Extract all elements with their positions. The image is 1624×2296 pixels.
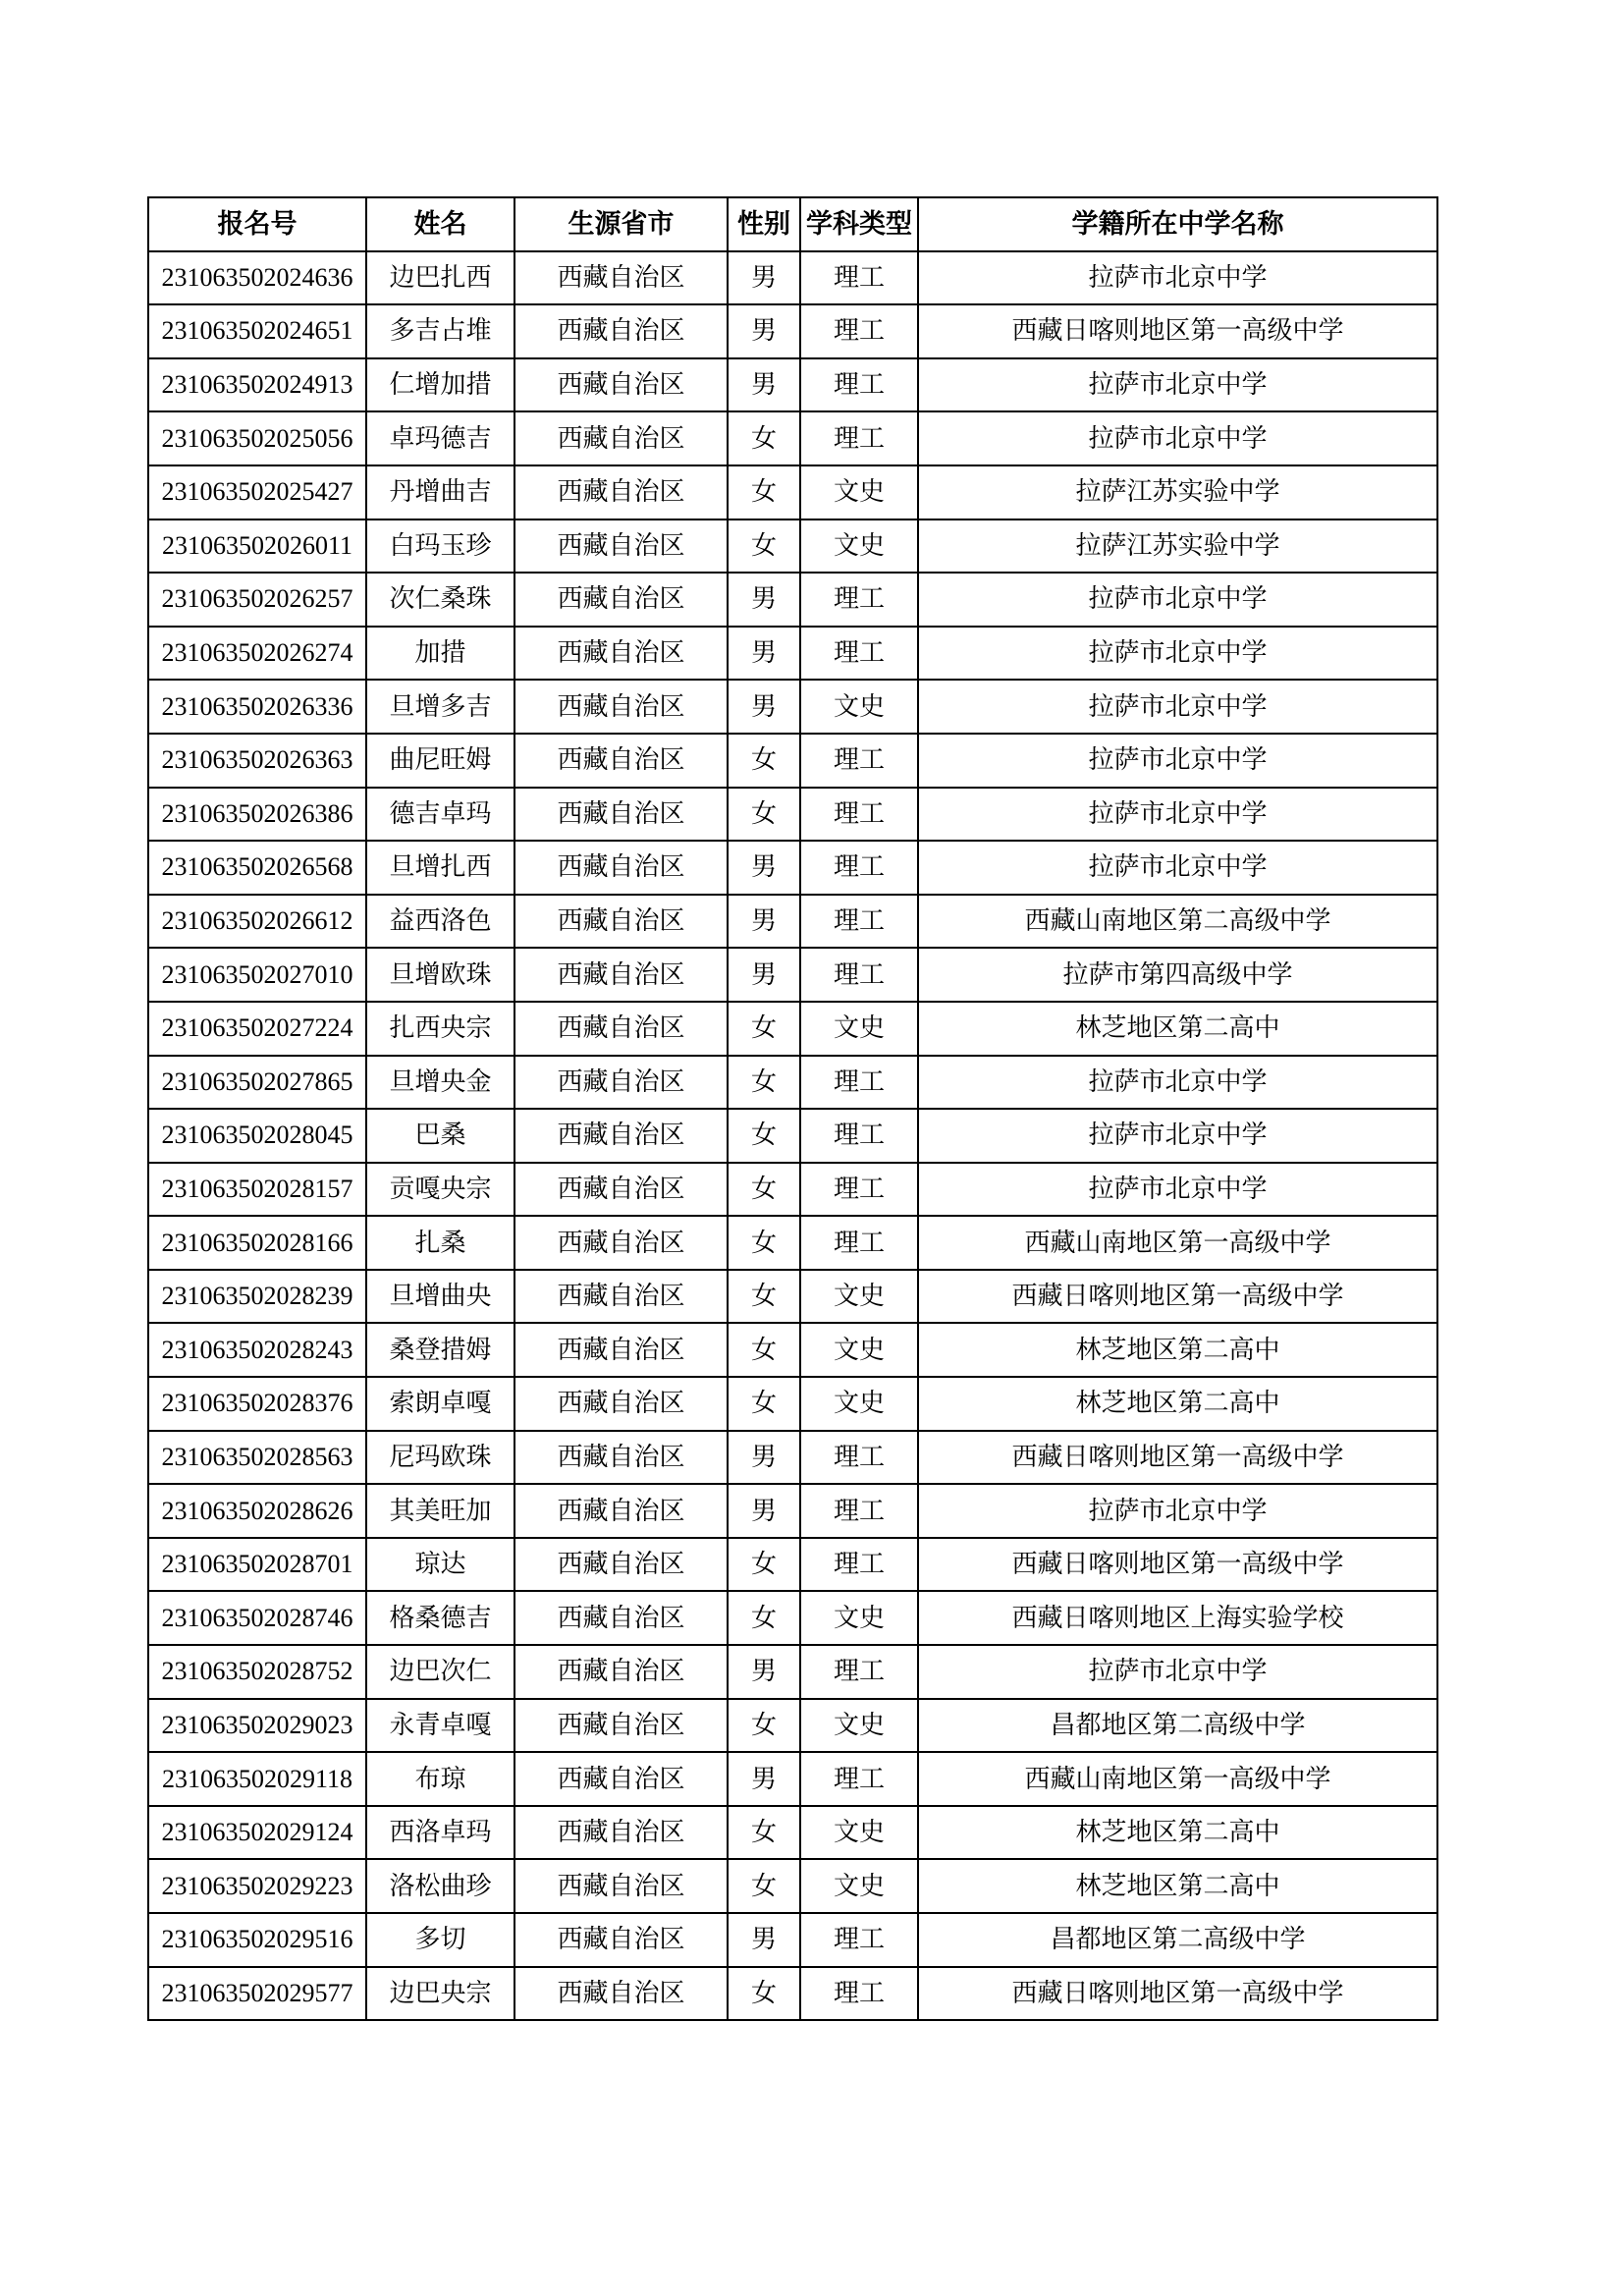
registration-number-cell: 231063502025427 bbox=[148, 465, 366, 519]
gender-cell: 女 bbox=[728, 1699, 800, 1753]
school-name-cell: 拉萨市北京中学 bbox=[918, 680, 1437, 734]
province-cell: 西藏自治区 bbox=[514, 573, 728, 627]
gender-cell: 男 bbox=[728, 251, 800, 305]
registration-number-cell: 231063502028239 bbox=[148, 1270, 366, 1324]
subject-type-cell: 理工 bbox=[800, 895, 918, 949]
gender-cell: 男 bbox=[728, 1913, 800, 1967]
registration-number-cell: 231063502026257 bbox=[148, 573, 366, 627]
registration-number-cell: 231063502028157 bbox=[148, 1163, 366, 1217]
table-row bbox=[148, 411, 1437, 465]
gender-cell: 男 bbox=[728, 1645, 800, 1699]
gender-cell: 男 bbox=[728, 895, 800, 949]
province-cell: 西藏自治区 bbox=[514, 1109, 728, 1163]
province-cell: 西藏自治区 bbox=[514, 1538, 728, 1592]
table-row bbox=[148, 1377, 1437, 1431]
school-name-cell: 拉萨市北京中学 bbox=[918, 411, 1437, 465]
table-row bbox=[148, 734, 1437, 788]
province-cell: 西藏自治区 bbox=[514, 465, 728, 519]
registration-number-cell: 231063502024913 bbox=[148, 358, 366, 412]
name-cell: 旦增扎西 bbox=[366, 841, 514, 895]
province-cell: 西藏自治区 bbox=[514, 1859, 728, 1913]
table-row bbox=[148, 251, 1437, 305]
table-row bbox=[148, 1913, 1437, 1967]
table-row bbox=[148, 1967, 1437, 2021]
registration-number-cell: 231063502028166 bbox=[148, 1216, 366, 1270]
province-cell: 西藏自治区 bbox=[514, 680, 728, 734]
subject-type-cell: 理工 bbox=[800, 1056, 918, 1110]
subject-type-cell: 文史 bbox=[800, 1859, 918, 1913]
school-name-cell: 拉萨市北京中学 bbox=[918, 734, 1437, 788]
table-row bbox=[148, 1323, 1437, 1377]
school-name-cell: 拉萨江苏实验中学 bbox=[918, 465, 1437, 519]
school-name-cell: 昌都地区第二高级中学 bbox=[918, 1699, 1437, 1753]
school-name-cell: 西藏山南地区第一高级中学 bbox=[918, 1216, 1437, 1270]
header-name: 姓名 bbox=[366, 197, 514, 251]
school-name-cell: 拉萨市北京中学 bbox=[918, 1056, 1437, 1110]
subject-type-cell: 理工 bbox=[800, 1109, 918, 1163]
province-cell: 西藏自治区 bbox=[514, 1699, 728, 1753]
gender-cell: 女 bbox=[728, 1109, 800, 1163]
school-name-cell: 林芝地区第二高中 bbox=[918, 1377, 1437, 1431]
name-cell: 边巴次仁 bbox=[366, 1645, 514, 1699]
gender-cell: 男 bbox=[728, 948, 800, 1002]
subject-type-cell: 文史 bbox=[800, 1699, 918, 1753]
province-cell: 西藏自治区 bbox=[514, 1645, 728, 1699]
header-subject-type: 学科类型 bbox=[800, 197, 918, 251]
province-cell: 西藏自治区 bbox=[514, 895, 728, 949]
table-row bbox=[148, 465, 1437, 519]
registration-number-cell: 231063502024651 bbox=[148, 304, 366, 358]
registration-number-cell: 231063502029516 bbox=[148, 1913, 366, 1967]
gender-cell: 女 bbox=[728, 1377, 800, 1431]
registration-number-cell: 231063502026011 bbox=[148, 519, 366, 574]
province-cell: 西藏自治区 bbox=[514, 1002, 728, 1056]
registration-number-cell: 231063502026363 bbox=[148, 734, 366, 788]
name-cell: 格桑德吉 bbox=[366, 1591, 514, 1645]
province-cell: 西藏自治区 bbox=[514, 1806, 728, 1860]
gender-cell: 女 bbox=[728, 1002, 800, 1056]
registration-number-cell: 231063502025056 bbox=[148, 411, 366, 465]
province-cell: 西藏自治区 bbox=[514, 519, 728, 574]
registration-number-cell: 231063502026386 bbox=[148, 788, 366, 842]
table-row bbox=[148, 1484, 1437, 1538]
province-cell: 西藏自治区 bbox=[514, 411, 728, 465]
gender-cell: 男 bbox=[728, 573, 800, 627]
school-name-cell: 西藏日喀则地区第一高级中学 bbox=[918, 1967, 1437, 2021]
name-cell: 旦增多吉 bbox=[366, 680, 514, 734]
school-name-cell: 拉萨市北京中学 bbox=[918, 1484, 1437, 1538]
header-province: 生源省市 bbox=[514, 197, 728, 251]
school-name-cell: 西藏日喀则地区第一高级中学 bbox=[918, 1431, 1437, 1485]
subject-type-cell: 理工 bbox=[800, 1484, 918, 1538]
registration-number-cell: 231063502029124 bbox=[148, 1806, 366, 1860]
province-cell: 西藏自治区 bbox=[514, 627, 728, 681]
header-registration-number: 报名号 bbox=[148, 197, 366, 251]
subject-type-cell: 理工 bbox=[800, 1913, 918, 1967]
subject-type-cell: 理工 bbox=[800, 734, 918, 788]
subject-type-cell: 文史 bbox=[800, 680, 918, 734]
gender-cell: 女 bbox=[728, 1270, 800, 1324]
subject-type-cell: 文史 bbox=[800, 465, 918, 519]
subject-type-cell: 理工 bbox=[800, 841, 918, 895]
table-row bbox=[148, 1591, 1437, 1645]
province-cell: 西藏自治区 bbox=[514, 1752, 728, 1806]
province-cell: 西藏自治区 bbox=[514, 841, 728, 895]
registration-number-cell: 231063502027010 bbox=[148, 948, 366, 1002]
table-row bbox=[148, 680, 1437, 734]
name-cell: 边巴扎西 bbox=[366, 251, 514, 305]
subject-type-cell: 理工 bbox=[800, 1431, 918, 1485]
table-row bbox=[148, 895, 1437, 949]
province-cell: 西藏自治区 bbox=[514, 1591, 728, 1645]
school-name-cell: 昌都地区第二高级中学 bbox=[918, 1913, 1437, 1967]
subject-type-cell: 理工 bbox=[800, 1645, 918, 1699]
name-cell: 西洛卓玛 bbox=[366, 1806, 514, 1860]
registration-number-cell: 231063502027865 bbox=[148, 1056, 366, 1110]
table-row bbox=[148, 1806, 1437, 1860]
province-cell: 西藏自治区 bbox=[514, 304, 728, 358]
gender-cell: 女 bbox=[728, 1806, 800, 1860]
table-row bbox=[148, 1216, 1437, 1270]
name-cell: 卓玛德吉 bbox=[366, 411, 514, 465]
subject-type-cell: 理工 bbox=[800, 358, 918, 412]
name-cell: 贡嘎央宗 bbox=[366, 1163, 514, 1217]
school-name-cell: 拉萨市北京中学 bbox=[918, 627, 1437, 681]
registration-number-cell: 231063502027224 bbox=[148, 1002, 366, 1056]
gender-cell: 女 bbox=[728, 1538, 800, 1592]
subject-type-cell: 理工 bbox=[800, 251, 918, 305]
gender-cell: 女 bbox=[728, 734, 800, 788]
province-cell: 西藏自治区 bbox=[514, 358, 728, 412]
registration-number-cell: 231063502024636 bbox=[148, 251, 366, 305]
school-name-cell: 拉萨市第四高级中学 bbox=[918, 948, 1437, 1002]
registration-number-cell: 231063502026336 bbox=[148, 680, 366, 734]
gender-cell: 女 bbox=[728, 1056, 800, 1110]
name-cell: 丹增曲吉 bbox=[366, 465, 514, 519]
province-cell: 西藏自治区 bbox=[514, 1431, 728, 1485]
name-cell: 曲尼旺姆 bbox=[366, 734, 514, 788]
province-cell: 西藏自治区 bbox=[514, 1967, 728, 2021]
header-school-name: 学籍所在中学名称 bbox=[918, 197, 1437, 251]
name-cell: 桑登措姆 bbox=[366, 1323, 514, 1377]
table-row bbox=[148, 1859, 1437, 1913]
name-cell: 旦增央金 bbox=[366, 1056, 514, 1110]
table-row bbox=[148, 519, 1437, 574]
subject-type-cell: 理工 bbox=[800, 304, 918, 358]
name-cell: 次仁桑珠 bbox=[366, 573, 514, 627]
name-cell: 白玛玉珍 bbox=[366, 519, 514, 574]
table-row bbox=[148, 1431, 1437, 1485]
name-cell: 其美旺加 bbox=[366, 1484, 514, 1538]
gender-cell: 女 bbox=[728, 788, 800, 842]
gender-cell: 女 bbox=[728, 1216, 800, 1270]
gender-cell: 女 bbox=[728, 1323, 800, 1377]
table-header-row bbox=[148, 197, 1437, 251]
province-cell: 西藏自治区 bbox=[514, 1484, 728, 1538]
school-name-cell: 林芝地区第二高中 bbox=[918, 1859, 1437, 1913]
table-row bbox=[148, 304, 1437, 358]
gender-cell: 女 bbox=[728, 465, 800, 519]
table-row bbox=[148, 948, 1437, 1002]
province-cell: 西藏自治区 bbox=[514, 1323, 728, 1377]
province-cell: 西藏自治区 bbox=[514, 788, 728, 842]
province-cell: 西藏自治区 bbox=[514, 1163, 728, 1217]
subject-type-cell: 理工 bbox=[800, 1967, 918, 2021]
registration-number-cell: 231063502028701 bbox=[148, 1538, 366, 1592]
school-name-cell: 拉萨江苏实验中学 bbox=[918, 519, 1437, 574]
table-row bbox=[148, 841, 1437, 895]
school-name-cell: 拉萨市北京中学 bbox=[918, 1163, 1437, 1217]
name-cell: 巴桑 bbox=[366, 1109, 514, 1163]
province-cell: 西藏自治区 bbox=[514, 1056, 728, 1110]
registration-number-cell: 231063502028752 bbox=[148, 1645, 366, 1699]
school-name-cell: 林芝地区第二高中 bbox=[918, 1002, 1437, 1056]
gender-cell: 女 bbox=[728, 1967, 800, 2021]
school-name-cell: 林芝地区第二高中 bbox=[918, 1323, 1437, 1377]
registration-number-cell: 231063502028243 bbox=[148, 1323, 366, 1377]
header-gender: 性别 bbox=[728, 197, 800, 251]
province-cell: 西藏自治区 bbox=[514, 948, 728, 1002]
registration-number-cell: 231063502028045 bbox=[148, 1109, 366, 1163]
table-row bbox=[148, 1002, 1437, 1056]
school-name-cell: 西藏日喀则地区第一高级中学 bbox=[918, 1538, 1437, 1592]
province-cell: 西藏自治区 bbox=[514, 1270, 728, 1324]
subject-type-cell: 理工 bbox=[800, 1163, 918, 1217]
registration-number-cell: 231063502028563 bbox=[148, 1431, 366, 1485]
registration-number-cell: 231063502028746 bbox=[148, 1591, 366, 1645]
registration-number-cell: 231063502026612 bbox=[148, 895, 366, 949]
registration-number-cell: 231063502029023 bbox=[148, 1699, 366, 1753]
school-name-cell: 林芝地区第二高中 bbox=[918, 1806, 1437, 1860]
name-cell: 益西洛色 bbox=[366, 895, 514, 949]
table-row bbox=[148, 358, 1437, 412]
table-row bbox=[148, 573, 1437, 627]
gender-cell: 男 bbox=[728, 304, 800, 358]
province-cell: 西藏自治区 bbox=[514, 1913, 728, 1967]
name-cell: 琼达 bbox=[366, 1538, 514, 1592]
province-cell: 西藏自治区 bbox=[514, 734, 728, 788]
subject-type-cell: 文史 bbox=[800, 1270, 918, 1324]
school-name-cell: 拉萨市北京中学 bbox=[918, 1109, 1437, 1163]
registration-number-cell: 231063502028626 bbox=[148, 1484, 366, 1538]
name-cell: 旦增欧珠 bbox=[366, 948, 514, 1002]
registration-number-cell: 231063502028376 bbox=[148, 1377, 366, 1431]
subject-type-cell: 理工 bbox=[800, 788, 918, 842]
gender-cell: 女 bbox=[728, 1163, 800, 1217]
school-name-cell: 拉萨市北京中学 bbox=[918, 573, 1437, 627]
subject-type-cell: 文史 bbox=[800, 1591, 918, 1645]
gender-cell: 男 bbox=[728, 680, 800, 734]
subject-type-cell: 文史 bbox=[800, 1806, 918, 1860]
subject-type-cell: 理工 bbox=[800, 573, 918, 627]
name-cell: 尼玛欧珠 bbox=[366, 1431, 514, 1485]
name-cell: 扎桑 bbox=[366, 1216, 514, 1270]
subject-type-cell: 理工 bbox=[800, 627, 918, 681]
registration-number-cell: 231063502026568 bbox=[148, 841, 366, 895]
table-row bbox=[148, 788, 1437, 842]
name-cell: 加措 bbox=[366, 627, 514, 681]
subject-type-cell: 理工 bbox=[800, 948, 918, 1002]
province-cell: 西藏自治区 bbox=[514, 251, 728, 305]
subject-type-cell: 文史 bbox=[800, 1002, 918, 1056]
gender-cell: 男 bbox=[728, 1484, 800, 1538]
school-name-cell: 拉萨市北京中学 bbox=[918, 1645, 1437, 1699]
subject-type-cell: 理工 bbox=[800, 1216, 918, 1270]
subject-type-cell: 理工 bbox=[800, 1538, 918, 1592]
school-name-cell: 西藏山南地区第二高级中学 bbox=[918, 895, 1437, 949]
registration-number-cell: 231063502029577 bbox=[148, 1967, 366, 2021]
subject-type-cell: 文史 bbox=[800, 519, 918, 574]
school-name-cell: 西藏日喀则地区第一高级中学 bbox=[918, 1270, 1437, 1324]
name-cell: 仁增加措 bbox=[366, 358, 514, 412]
name-cell: 多吉占堆 bbox=[366, 304, 514, 358]
school-name-cell: 拉萨市北京中学 bbox=[918, 788, 1437, 842]
gender-cell: 男 bbox=[728, 1431, 800, 1485]
table-row bbox=[148, 1752, 1437, 1806]
registration-number-cell: 231063502029223 bbox=[148, 1859, 366, 1913]
gender-cell: 女 bbox=[728, 1591, 800, 1645]
subject-type-cell: 文史 bbox=[800, 1323, 918, 1377]
name-cell: 德吉卓玛 bbox=[366, 788, 514, 842]
gender-cell: 男 bbox=[728, 627, 800, 681]
school-name-cell: 西藏日喀则地区第一高级中学 bbox=[918, 304, 1437, 358]
name-cell: 永青卓嘎 bbox=[366, 1699, 514, 1753]
gender-cell: 男 bbox=[728, 1752, 800, 1806]
table-row bbox=[148, 1163, 1437, 1217]
table-row bbox=[148, 1056, 1437, 1110]
gender-cell: 女 bbox=[728, 1859, 800, 1913]
table-body bbox=[148, 251, 1437, 2021]
province-cell: 西藏自治区 bbox=[514, 1216, 728, 1270]
name-cell: 布琼 bbox=[366, 1752, 514, 1806]
subject-type-cell: 理工 bbox=[800, 1752, 918, 1806]
table-row bbox=[148, 1538, 1437, 1592]
gender-cell: 女 bbox=[728, 519, 800, 574]
name-cell: 旦增曲央 bbox=[366, 1270, 514, 1324]
subject-type-cell: 文史 bbox=[800, 1377, 918, 1431]
table-row bbox=[148, 1645, 1437, 1699]
table-row bbox=[148, 1699, 1437, 1753]
student-table bbox=[147, 196, 1438, 2021]
name-cell: 扎西央宗 bbox=[366, 1002, 514, 1056]
table-row bbox=[148, 627, 1437, 681]
registration-number-cell: 231063502029118 bbox=[148, 1752, 366, 1806]
province-cell: 西藏自治区 bbox=[514, 1377, 728, 1431]
subject-type-cell: 理工 bbox=[800, 411, 918, 465]
school-name-cell: 拉萨市北京中学 bbox=[918, 841, 1437, 895]
school-name-cell: 拉萨市北京中学 bbox=[918, 251, 1437, 305]
name-cell: 边巴央宗 bbox=[366, 1967, 514, 2021]
gender-cell: 男 bbox=[728, 358, 800, 412]
table-row bbox=[148, 1270, 1437, 1324]
gender-cell: 男 bbox=[728, 841, 800, 895]
name-cell: 洛松曲珍 bbox=[366, 1859, 514, 1913]
gender-cell: 女 bbox=[728, 411, 800, 465]
school-name-cell: 拉萨市北京中学 bbox=[918, 358, 1437, 412]
registration-number-cell: 231063502026274 bbox=[148, 627, 366, 681]
name-cell: 索朗卓嘎 bbox=[366, 1377, 514, 1431]
name-cell: 多切 bbox=[366, 1913, 514, 1967]
school-name-cell: 西藏日喀则地区上海实验学校 bbox=[918, 1591, 1437, 1645]
table-row bbox=[148, 1109, 1437, 1163]
school-name-cell: 西藏山南地区第一高级中学 bbox=[918, 1752, 1437, 1806]
